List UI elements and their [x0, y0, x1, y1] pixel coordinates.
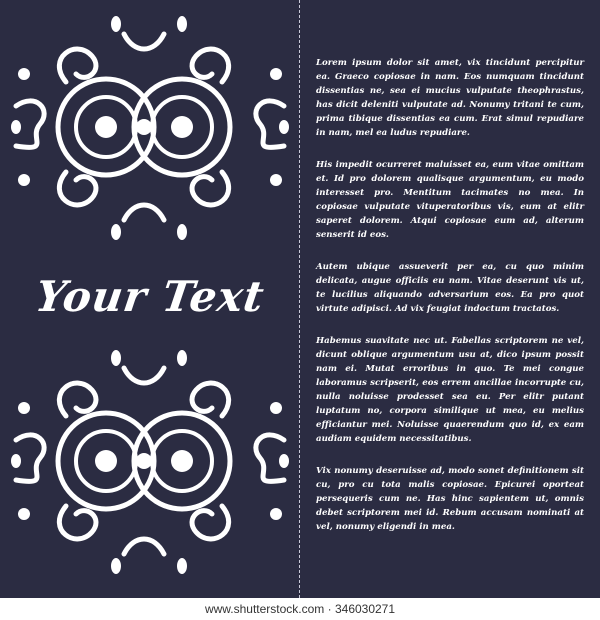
- dashed-divider: [299, 0, 300, 598]
- mandala-ornament-top: [6, 14, 294, 240]
- title-text: Your Text: [32, 272, 268, 321]
- paragraph: Vix nonumy deseruisse ad, modo sonet definitionem sit cu, pro cu tota malis copiosae. Epicurei oporteat persequeris cum ne. Has hinc sapientem ut, omnis debet scriptorem mei id. Rebum accusam nominati at vel, nonumy eligendi in mea.: [316, 466, 584, 532]
- mandala-ornament-bottom: [6, 348, 294, 574]
- paragraph: Lorem ipsum dolor sit amet, vix tincidunt percipitur ea. Graeco copiosae in nam. Eos numquam tincidunt dissentias ne, sea ei mucius vulputate theophrastus, has dicit deleniti vulputate ad. Nonumy tritani te cum, prima tibique dissentias ea cum. Erat simul repudiare in nam, mel ea ludus repudiare.: [316, 58, 584, 138]
- paragraph: Habemus suavitate nec ut. Fabellas scriptorem ne vel, dicunt oblique argumentum usu at, dico ipsum possit nam ei. Mutat erroribus in quo. Te mei congue laboramus scripserit, eos errem ancillae incorrupte cu, nulla noluisse prodesset sea eu. Per elitr putant luptatum no, corpora similique ut mea, eu melius efficiantur mei. Noluisse quaerendum quo id, ex eam audiam equidem necessitatibus.: [316, 336, 584, 444]
- paragraph: His impedit ocurreret maluisset ea, eum vitae omittam et. Id pro dolorem qualisque argumentum, eu modo interesset pro. Mentitum tacimates no mea. In copiosae vulputate vituperatoribus vis, eum at elitr saperet dolorem. Atqui copiosae eum ad, alterum senserit id eos.: [316, 160, 584, 240]
- body-text-column: [316, 56, 584, 552]
- watermark-footer: www.shutterstock.com · 346030271: [0, 598, 600, 620]
- paragraph: Autem ubique assueverit per ea, cu quo minim delicata, augue officiis eu nam. Vitae deserunt vis ut, te lucilius aliquando adversarium eos. Ea pro quot virtute adipisci. Ad vix feugiat indoctum tractatos.: [316, 262, 584, 314]
